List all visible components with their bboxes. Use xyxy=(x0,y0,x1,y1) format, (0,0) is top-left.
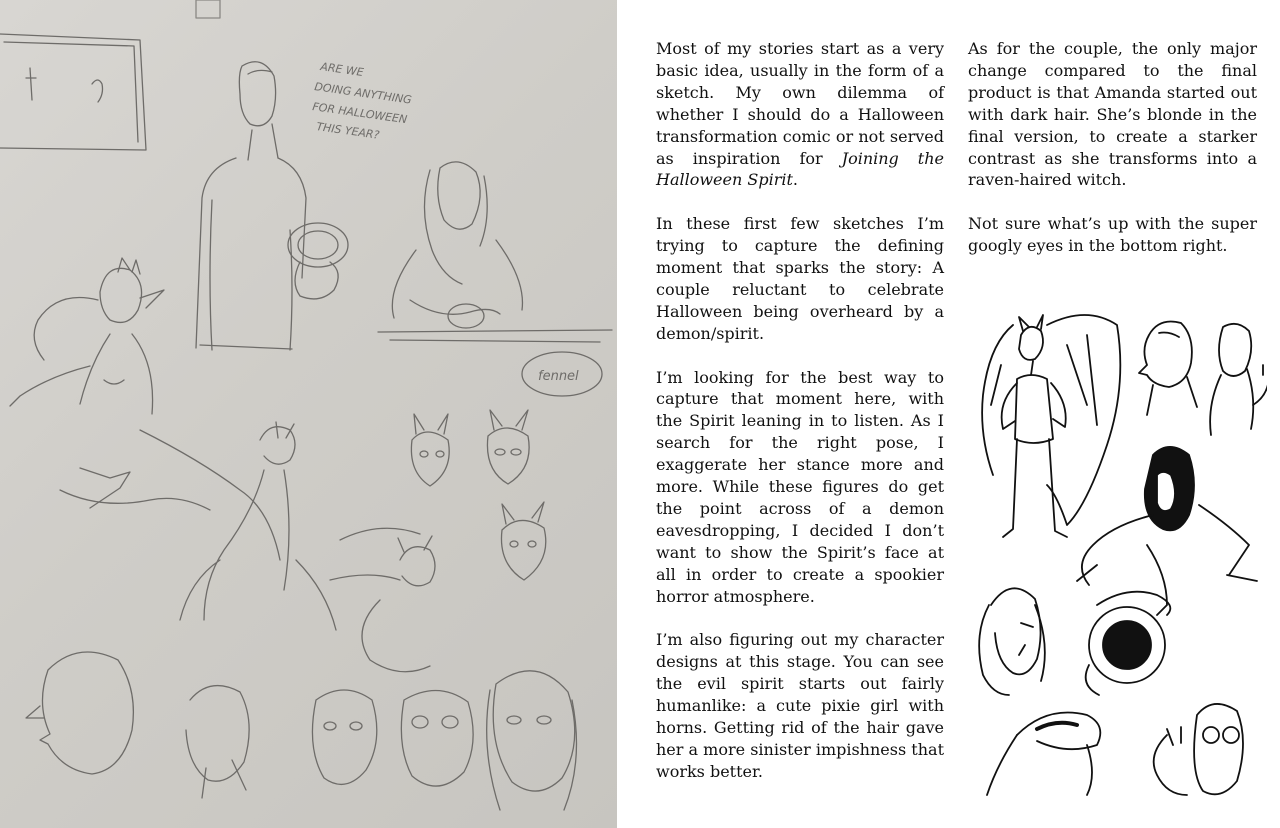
window-frame-sketch xyxy=(0,0,220,150)
man-gesturing-drawing xyxy=(1210,324,1267,435)
speech-lettering xyxy=(312,60,413,142)
paragraph-spirit-pose: I’m looking for the best way to capture that moment here, with the Spirit leaning in to listen. As I search for the right pose, I exaggerate her stance more and more. While these figures do get the point across of a demon eavesdropping, I decided I don’t want to show the Spirit’s face at all in order to create a spookier horror atmosphere. xyxy=(656,367,944,606)
hands-drawing xyxy=(987,713,1100,796)
left-text-column xyxy=(656,38,944,805)
lettering-line-3: FOR HALLOWEEN xyxy=(311,100,408,127)
paragraph-sketch-origin-end: . xyxy=(792,170,798,190)
seated-woman-sketch xyxy=(378,162,612,342)
paragraph-sketch-origin-text: Most of my stories start as a very basic idea, usually in the form of a sketch. My own dilemma of whether I should do a Halloween transformation comic or not served as inspiration for xyxy=(656,39,944,168)
lettering-line-2: DOING ANYTHING xyxy=(313,80,413,107)
googly-eye-drawing xyxy=(1086,592,1171,695)
crawling-woman-drawing xyxy=(1077,447,1257,615)
pixie-demon-sketch xyxy=(10,258,164,414)
winged-demon-drawing xyxy=(982,315,1120,537)
paragraph-character-designs: I’m also figuring out my character designs at this stage. You can see the evil spirit starts out fairly humanlike: a cute pixie girl with horns. Getting rid of the hair gave her a more sinister impishness that works better. xyxy=(656,630,944,781)
long-hair-woman-drawing xyxy=(979,588,1045,695)
paragraph-googly-eyes: Not sure what’s up with the super googly eyes in the bottom right. xyxy=(968,214,1257,256)
lettering-line-1: ARE WE xyxy=(319,60,365,80)
right-text-column xyxy=(968,38,1257,279)
googly-face-drawing xyxy=(1154,704,1243,795)
fennel-label-text: fennel xyxy=(538,369,579,384)
pencil-sketch-photo xyxy=(0,0,617,828)
comic-title: Joining the Halloween Spirit xyxy=(656,148,945,190)
lettering-line-4: THIS YEAR? xyxy=(315,120,381,142)
pencil-sketches xyxy=(0,0,617,828)
leaning-spirit-sketches xyxy=(60,422,435,672)
fennel-label xyxy=(522,352,602,396)
man-profile-drawing xyxy=(1139,322,1197,416)
paragraph-defining-moment: In these first few sketches I’m trying to capture the defining moment that sparks the story: A couple reluctant to celebrate Halloween being overheard by a demon/spirit. xyxy=(656,214,944,343)
paragraph-sketch-origin xyxy=(656,38,944,191)
paragraph-couple-changes: As for the couple, the only major change compared to the final product is that Amanda started out with dark hair. She’s blonde in the final version, to create a starker contrast as she transforms into a raven-haired witch. xyxy=(968,39,1257,190)
bottom-head-studies xyxy=(26,652,577,810)
demon-head-studies xyxy=(411,410,545,580)
text-page xyxy=(617,0,1280,828)
ink-drawings xyxy=(977,305,1267,805)
